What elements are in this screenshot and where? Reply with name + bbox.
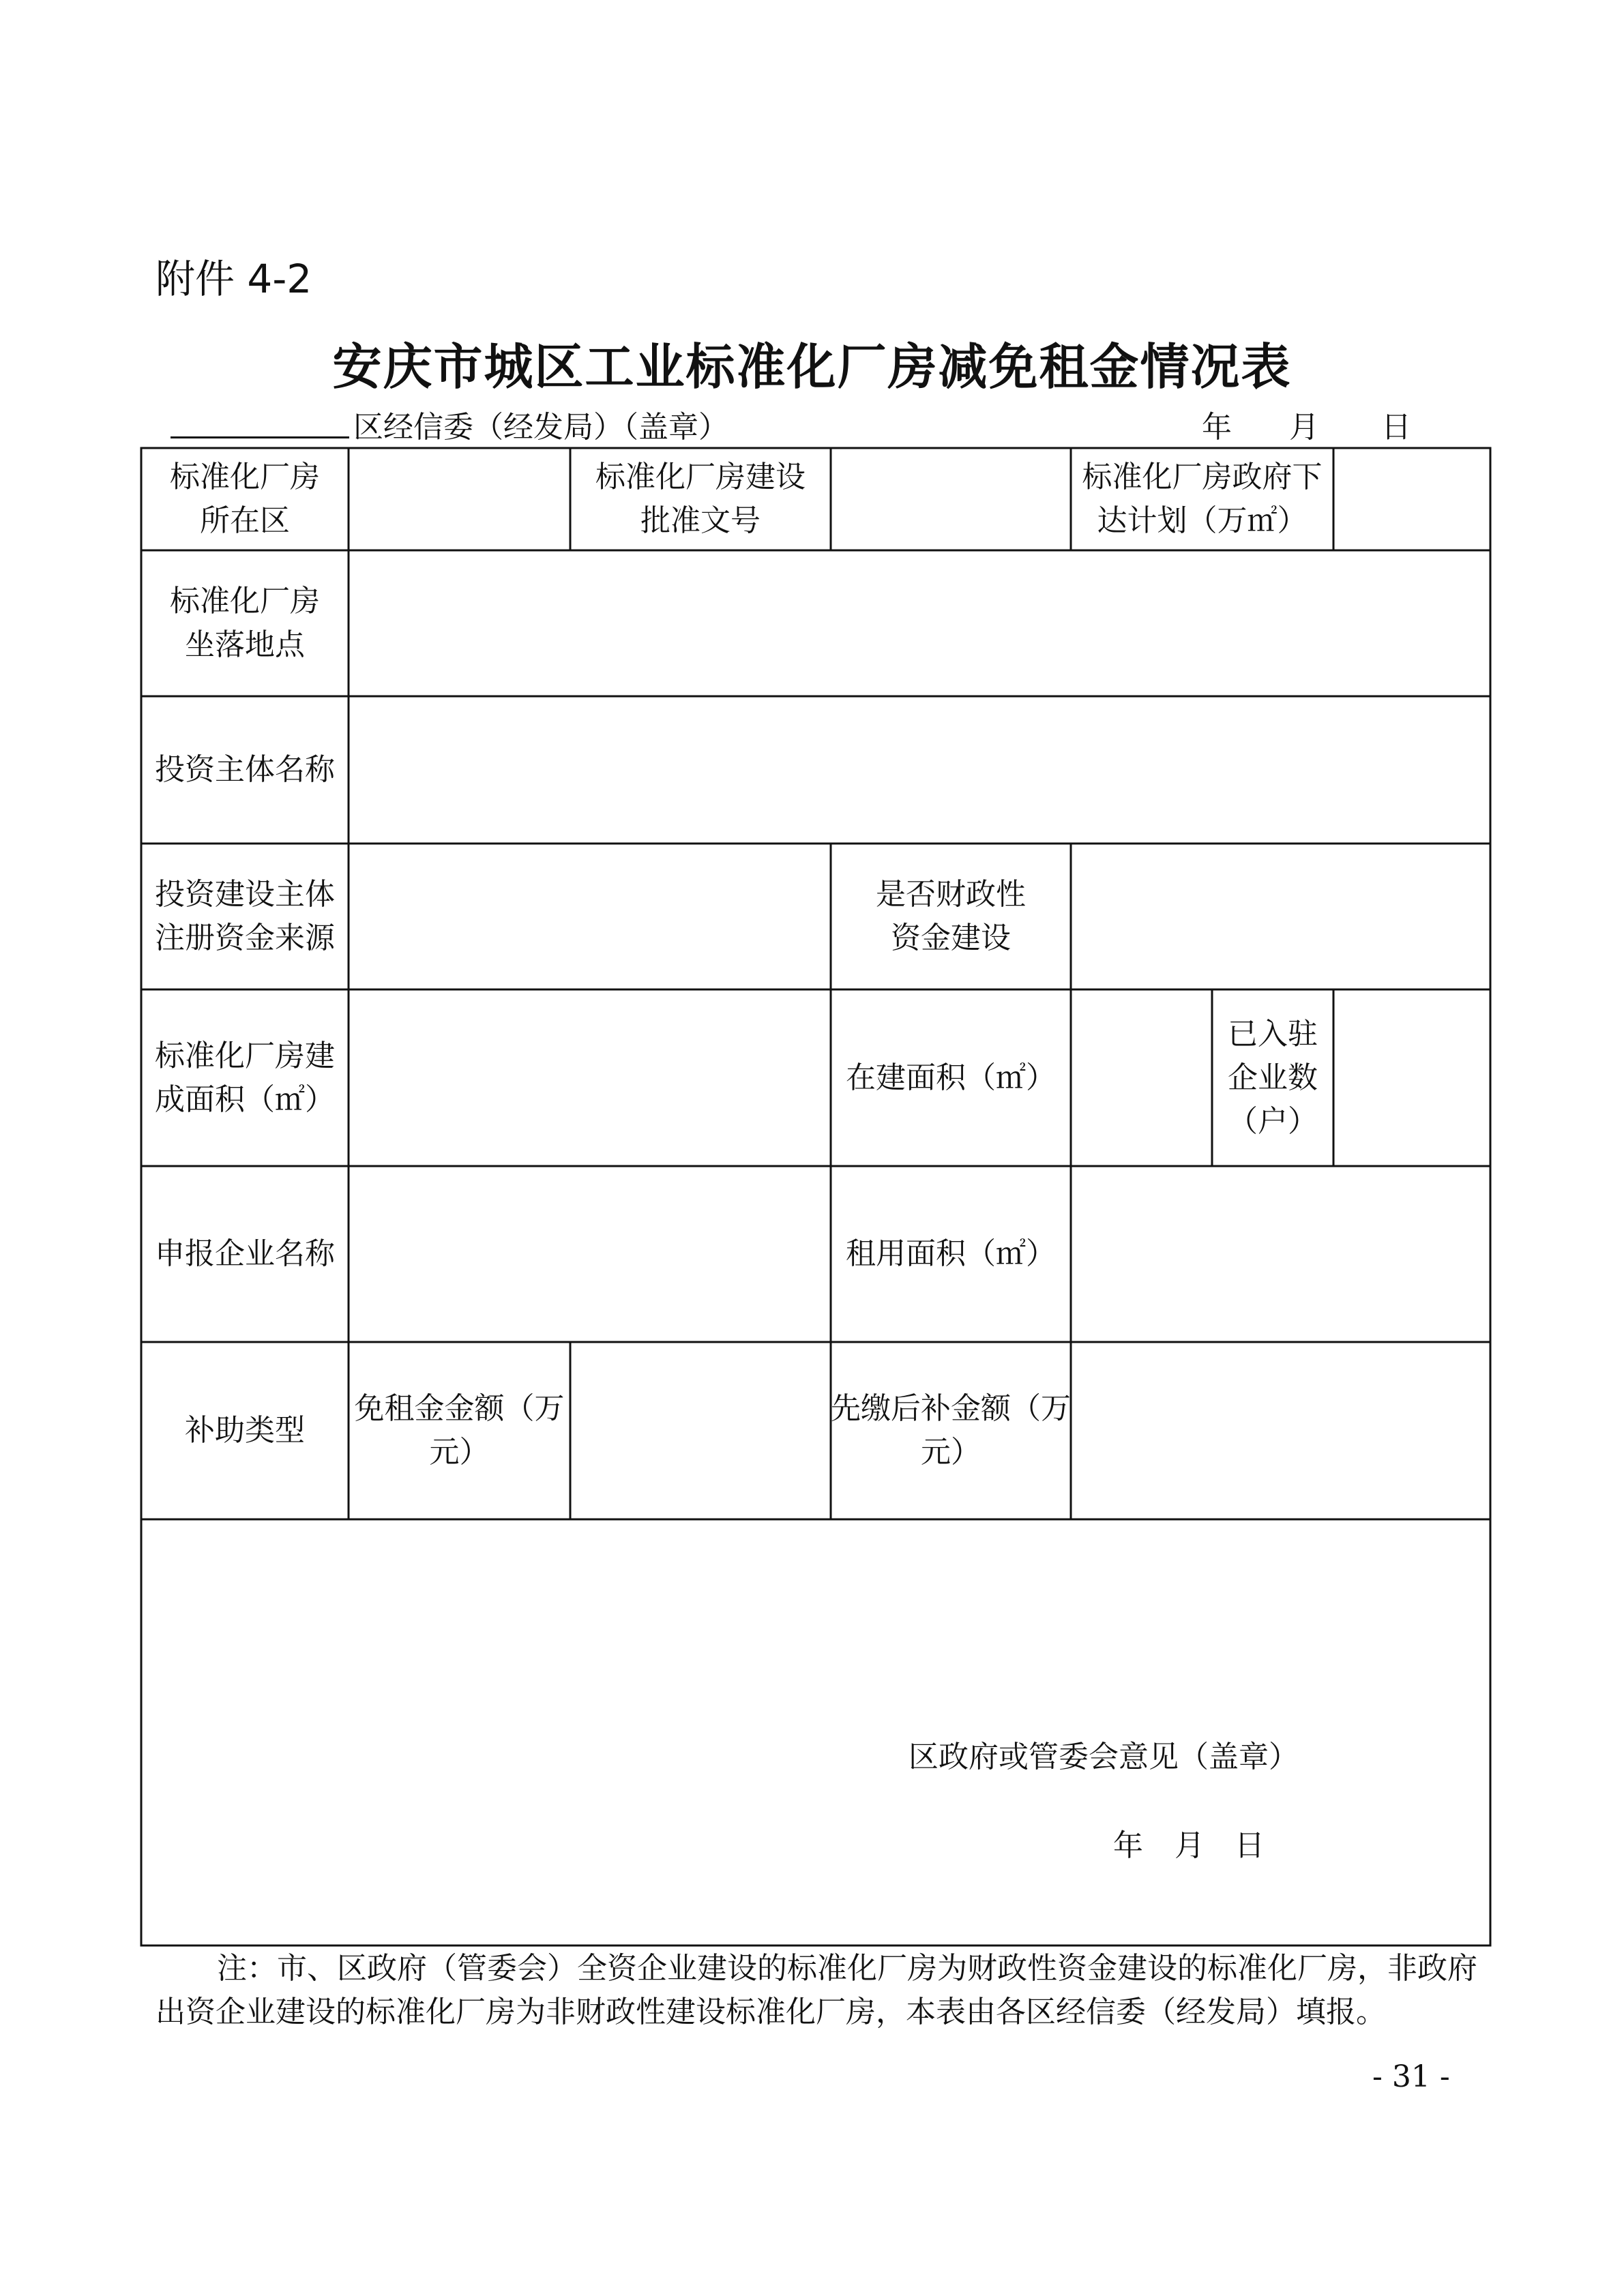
district-input-cell[interactable] — [349, 448, 570, 550]
approval-label-line1: 标准化厂房建设 — [595, 460, 806, 494]
under-construction-label: 在建面积（㎡） — [846, 1060, 1056, 1095]
applicant-label-cell — [141, 1166, 349, 1342]
plan-label-line2: 达计划（万㎡） — [1097, 503, 1308, 538]
header-year-label: 年 — [1202, 410, 1232, 445]
location-label-line2: 坐落地点 — [185, 627, 305, 662]
settled-label-line3: （户） — [1228, 1103, 1318, 1139]
investor-name-input-cell[interactable] — [349, 696, 1490, 844]
district-label-line2: 所在区 — [200, 503, 290, 538]
district-label-cell — [141, 448, 349, 550]
government-plan-input-cell[interactable] — [1333, 448, 1490, 550]
header-day-label: 日 — [1381, 410, 1411, 445]
approval-number-input-cell[interactable] — [831, 448, 1071, 550]
opinion-month-label: 月 — [1175, 1828, 1205, 1863]
investor-name-label-cell — [141, 696, 349, 844]
built-label-line2: 成面积（㎡） — [155, 1082, 335, 1117]
district-label-line1: 标准化厂房 — [170, 460, 320, 494]
prepay-amount-input-cell[interactable] — [1071, 1342, 1490, 1519]
fiscal-funding-input-cell[interactable] — [1071, 844, 1490, 989]
built-area-input-cell[interactable] — [349, 989, 831, 1166]
approval-number-label-cell — [570, 448, 831, 550]
applicant-label: 申报企业名称 — [155, 1236, 335, 1271]
settled-label-line2: 企业数 — [1228, 1060, 1318, 1095]
capital-source-input-cell[interactable] — [349, 844, 831, 989]
subsidy-type-label-cell — [141, 1342, 349, 1519]
exempt-label-line1: 免租金金额（万 — [354, 1391, 565, 1426]
government-opinion-label: 区政府或管委会意见（盖章） — [909, 1740, 1299, 1774]
fiscal-label-line1: 是否财政性 — [876, 877, 1026, 912]
location-input-cell[interactable] — [349, 550, 1490, 696]
fiscal-funding-label-cell — [831, 844, 1071, 989]
prepay-amount-label-cell — [831, 1342, 1071, 1519]
exempt-amount-input-cell[interactable] — [570, 1342, 831, 1519]
footnote: 注：市、区政府（管委会）全资企业建设的标准化厂房为财政性资金建设的标准化厂房，非政府出资企业建设的标准化厂房为非财政性建设标准化厂房，本表由各区经信委（经发局）填报。 — [156, 1951, 1477, 2029]
applicant-input-cell[interactable] — [349, 1166, 831, 1342]
fiscal-label-line2: 资金建设 — [891, 921, 1011, 955]
header-month-label: 月 — [1289, 410, 1319, 445]
capital-label-line2: 注册资金来源 — [155, 921, 335, 955]
settled-enterprises-label-cell — [1212, 989, 1333, 1166]
built-label-line1: 标准化厂房建 — [155, 1038, 335, 1073]
approval-label-line2: 批准文号 — [640, 503, 761, 538]
investor-name-label: 投资主体名称 — [155, 752, 335, 787]
rental-area-label: 租用面积（㎡） — [846, 1236, 1056, 1271]
built-area-label-cell — [141, 989, 349, 1166]
district-office-label: 区经信委（经发局）（盖章） — [353, 410, 728, 445]
location-label-line1: 标准化厂房 — [170, 584, 320, 618]
prepay-label-line2: 元） — [921, 1435, 981, 1470]
rental-area-input-cell[interactable] — [1071, 1166, 1490, 1342]
exempt-label-line2: 元） — [429, 1435, 490, 1470]
plan-label-line1: 标准化厂房政府下 — [1082, 460, 1323, 494]
attachment-label: 附件 4-2 — [156, 256, 312, 302]
under-construction-label-cell — [831, 989, 1071, 1166]
page-title: 安庆市城区工业标准化厂房减免租金情况表 — [332, 338, 1292, 396]
prepay-label-line1: 先缴后补金额（万 — [831, 1391, 1071, 1426]
capital-source-label-cell — [141, 844, 349, 989]
subsidy-type-label: 补助类型 — [185, 1413, 305, 1448]
under-construction-input-cell[interactable] — [1071, 989, 1212, 1166]
government-plan-label-cell — [1071, 448, 1333, 550]
opinion-year-label: 年 — [1113, 1828, 1143, 1863]
rental-area-label-cell — [831, 1166, 1071, 1342]
exempt-amount-label-cell — [349, 1342, 570, 1519]
settled-label-line1: 已入驻 — [1228, 1016, 1318, 1052]
opinion-day-label: 日 — [1235, 1828, 1265, 1863]
capital-label-line1: 投资建设主体 — [155, 877, 335, 912]
page-number: - 31 - — [1372, 2059, 1450, 2094]
location-label-cell — [141, 550, 349, 696]
settled-enterprises-input-cell[interactable] — [1333, 989, 1490, 1166]
